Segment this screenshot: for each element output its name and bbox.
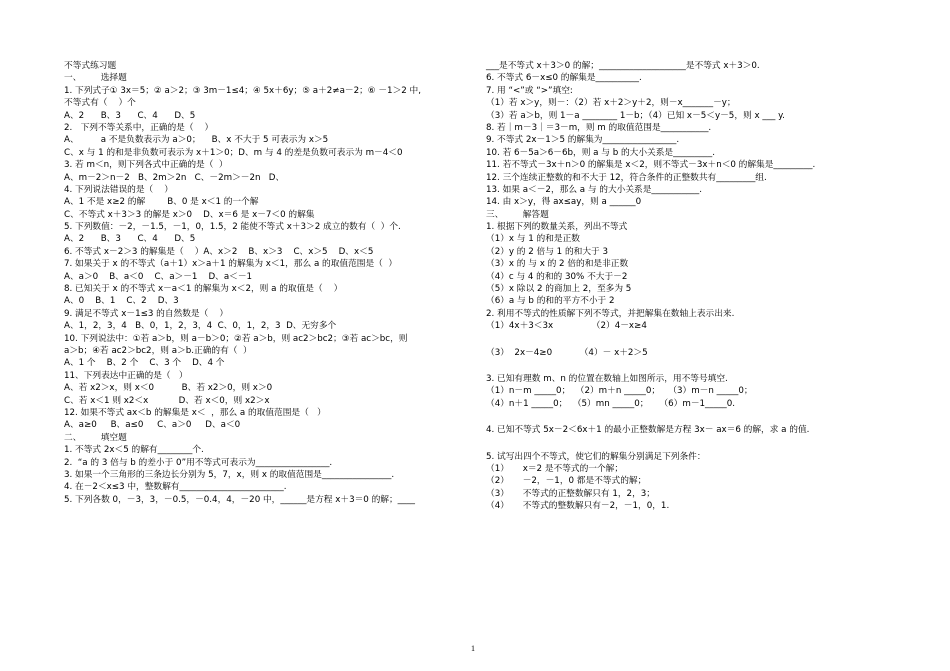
question-line: 5. 下列各数 0，－3，3，－0.5，－0.4，4，－20 中，______是方程 x＋3＝0 的解；____ <box>64 494 416 505</box>
spacer <box>486 333 906 347</box>
sub-item-line: （1）n－m _____0； （2）m＋n _____0； （3）m－n _____0； <box>486 386 753 397</box>
question-line: （3）若 a＞b，则 1－a ________ 1－b；（4）已知 x－5＜y－5，则 x ___ y. <box>486 110 785 121</box>
question-line: 12. 如果不等式 ax＜b 的解集是 x＜ ，那么 a 的取值范围是（ ） <box>64 407 326 418</box>
sub-item-line: （4）c 与 4 的和的 30% 不大于－2 <box>486 271 628 282</box>
question-line: 1. 不等式 2x＜5 的解有________个. <box>64 445 204 456</box>
right-column <box>486 60 906 513</box>
sub-item-line: （6）a 与 b 的和的平方不小于 2 <box>486 296 615 307</box>
question-line: 不等式有（ ）个 <box>64 98 136 109</box>
question-line: 6. 不等式 6－x≤0 的解集是__________. <box>486 73 642 84</box>
question-line: （1）若 x＞y，则－：（2）若 x＋2＞y＋2，则－x_______－y； <box>486 98 736 109</box>
options-line: C、x 与 1 的和是非负数可表示为 x＋1＞0；D、m 与 4 的差是负数可表示为 m－4＜0 <box>64 147 403 158</box>
question-line: 5. 下列数值：－2，－1.5，－1，0，1.5，2 能使不等式 x＋3＞2 成立的数有（ ）个. <box>64 222 401 233</box>
question-line: 8. 若｜m－3｜＝3－m，则 m 的取值范围是___________. <box>486 122 712 133</box>
question-line: 8. 已知关于 x 的不等式 x－a＜1 的解集为 x＜2，则 a 的取值是（ ） <box>64 284 343 295</box>
question-line: 13. 如果 a＜－2，那么 a 与 的大小关系是___________. <box>486 184 702 195</box>
sub-item-line: （3） 2x－4≥0 （4）－ x＋2＞5 <box>486 347 648 358</box>
sub-item-line: （5）x 除以 2 的商加上 2，至多为 5 <box>486 284 632 295</box>
question-line: 1. 根据下列的数量关系，列出不等式 <box>486 222 628 233</box>
question-line: 2. “a 的 3 倍与 b 的差小于 0”用不等式可表示为_________________. <box>64 457 333 468</box>
options-line: A、0 B、1 C、2 D、3 <box>64 296 179 307</box>
sub-item-line: （1）x 与 1 的和是正数 <box>486 234 580 245</box>
doc-title: 不等式练习题 <box>64 61 117 71</box>
question-line: 7. 如果关于 x 的不等式（a＋1）x＞a＋1 的解集为 x＜1，那么 a 的取值范围是（ ） <box>64 259 398 270</box>
spacer <box>486 359 906 373</box>
section-heading: 一、 选择题 <box>64 73 127 84</box>
spacer <box>486 437 906 451</box>
options-line: C、若 x＜1 则 x2＜x D、若 x＜0，则 x2＞x <box>64 395 270 406</box>
question-line: 2. 下列不等关系中，正确的是（ ） <box>64 122 214 133</box>
question-line: 9. 不等式 2x－1＞5 的解集为_________________. <box>486 135 680 146</box>
options-line: A、m－2＞n－2 B、2m＞2n C、－2m＞－2n D、 <box>64 172 285 183</box>
question-line: 7. 用 “<”或 “>”填空: <box>486 85 573 96</box>
question-line: 11. 若不等式－3x＋n＞0 的解集是 x＜2，则不等式－3x＋n＜0 的解集是_________. <box>486 160 816 171</box>
options-line: C、不等式 x＋3＞3 的解是 x＞0 D、x＝6 是 x－7＜0 的解集 <box>64 209 315 220</box>
page-number: 1 <box>471 644 475 653</box>
options-line: A、若 x2＞x，则 x＜0 B、若 x2＞0，则 x＞0 <box>64 383 273 394</box>
section-heading: 三、 解答题 <box>486 209 549 220</box>
question-line: 11、下列表达中正确的是（ ） <box>64 370 188 381</box>
options-line: A、1，2，3，4 B、0，1，2，3，4 C、0，1，2，3 D、无穷多个 <box>64 321 337 332</box>
question-line: 14. 由 x＞y，得 ax≤ay，则 a ______0 <box>486 197 642 208</box>
question-line: 9. 满足不等式 x－1≤3 的自然数是（ ） <box>64 308 229 319</box>
options-line: A、 a 不是负数表示为 a＞0； B、x 不大于 5 可表示为 x＞5 <box>64 135 329 146</box>
sub-item-line: （2）y 的 2 倍与 1 的和大于 3 <box>486 246 609 257</box>
options-line: A、a＞0 B、a＜0 C、a＞－1 D、a＜－1 <box>64 271 253 282</box>
question-line: 4. 已知不等式 5x－2＜6x＋1 的最小正整数解是方程 3x－ ax＝6 的解，求 a 的值. <box>486 425 810 436</box>
question-line: 5. 试写出四个不等式，使它们的解集分别满足下列条件： <box>486 451 706 462</box>
question-line: 12. 三个连续正整数的和不大于 12，符合条件的正整数共有_________组. <box>486 172 767 183</box>
sub-item-line: （1） x＝2 是不等式的一个解； <box>486 463 624 474</box>
question-line: 1. 下列式子① 3x＝5；② a＞2；③ 3m－1≤4；④ 5x＋6y；⑤ a＋2≠a－2；⑥ －1＞2 中, <box>64 85 421 96</box>
question-line: 10. 若 6－5a＞6－6b，则 a 与 b 的大小关系是_________. <box>486 147 715 158</box>
sub-item-line: （1）4x＋3＜3x （2）4－x≥4 <box>486 321 647 332</box>
options-line: A、1 个 B、2 个 C、3 个 D、4 个 <box>64 358 225 369</box>
options-line: A、2 B、3 C、4 D、5 <box>64 110 196 121</box>
question-line: 4. 下列说法错误的是（ ） <box>64 184 173 195</box>
question-line: 3. 已知有理数 m、n 的位置在数轴上如图所示，用不等号填空. <box>486 373 728 384</box>
sub-item-line: （4）n＋1 _____0； （5）mn _____0； （6）m－1_____0. <box>486 398 736 409</box>
question-line: a＞b；④若 ac2＞bc2，则 a＞b.正确的有（ ） <box>64 345 252 356</box>
sub-item-line: （2） －2，－1，0 都是不等式的解； <box>486 476 647 487</box>
question-line: 6. 不等式 x－2＞3 的解集是（ ）A、x＞2 B、x＞3 C、x＞5 D、x＜5 <box>64 246 374 257</box>
question-line: 10. 下列说法中：①若 a＞b，则 a－b＞0；②若 a＞b，则 ac2＞bc2；③若 ac＞bc，则 <box>64 333 408 344</box>
sub-item-line: （3）x 的 与 x 的 2 倍的和是非正数 <box>486 259 629 270</box>
spacer <box>486 410 906 424</box>
question-line: 3. 若 m＜n，则下列各式中正确的是（ ） <box>64 160 228 171</box>
options-line: A、a≥0 B、a≤0 C、a＞0 D、a＜0 <box>64 420 241 431</box>
options-line: A、2 B、3 C、4 D、5 <box>64 234 196 245</box>
section-heading: 二、 填空题 <box>64 432 127 443</box>
question-line: ___是不等式 x＋3＞0 的解；____________________是不等式 x＋3＞0. <box>486 61 760 71</box>
sub-item-line: （4） 不等式的整数解只有－2，－1，0，1. <box>486 501 670 512</box>
question-line: 2. 利用不等式的性质解下列不等式，并把解集在数轴上表示出来. <box>486 308 735 319</box>
sub-item-line: （3） 不等式的正整数解只有 1，2，3； <box>486 488 655 499</box>
left-column <box>64 60 474 506</box>
question-line: 4. 在－2＜x≤3 中，整数解有________________________. <box>64 482 287 493</box>
question-line: 3. 如果一个三角形的三条边长分别为 5，7，x，则 x 的取值范围是________________. <box>64 469 395 480</box>
options-line: A、1 不是 x≥2 的解 B、0 是 x＜1 的一个解 <box>64 197 259 208</box>
